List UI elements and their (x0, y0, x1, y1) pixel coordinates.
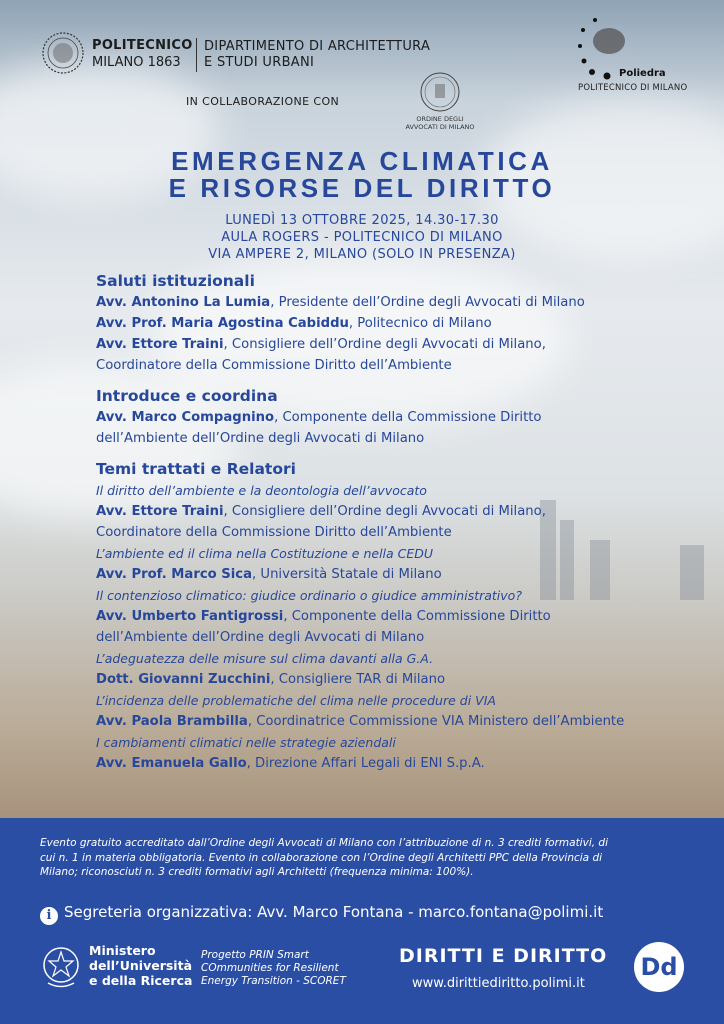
prin-line: Energy Transition - SCORET (201, 975, 346, 987)
section-heading-saluti: Saluti istituzionali (96, 272, 255, 290)
speaker-role-continued: Coordinatore della Commissione Diritto dell’Ambiente (96, 358, 452, 373)
speaker-name: Avv. Paola Brambilla (96, 714, 248, 729)
talk-topic: I cambiamenti climatici nelle strategie aziendali (96, 735, 396, 750)
talk-topic: Il contenzioso climatico: giudice ordinario o giudice amministrativo? (96, 588, 522, 603)
prin-project-text (201, 949, 346, 988)
speaker-role: , Presidente dell’Ordine degli Avvocati di Milano (270, 295, 585, 310)
collaboration-label: IN COLLABORAZIONE CON (186, 95, 340, 108)
speaker-name: Avv. Marco Compagnino (96, 410, 275, 425)
dept-line2: E STUDI URBANI (204, 55, 315, 70)
speaker-name: Avv. Prof. Marco Sica (96, 567, 253, 582)
program (96, 270, 716, 774)
event-date: LUNEDÌ 13 OTTOBRE 2025, 14.30-17.30 (225, 213, 499, 228)
speaker-line (96, 334, 716, 355)
speaker-role: , Consigliere dell’Ordine degli Avvocati di Milano, (223, 337, 546, 352)
accreditation-line: cui n. 1 in materia obbligatoria. Evento in collaborazione con l’Ordine degli Architetti PPC della Provincia di (40, 851, 603, 864)
ordine-avvocati-seal-icon (420, 70, 460, 114)
ministry-line: Ministero (89, 943, 156, 958)
speaker-role: , Direzione Affari Legali di ENI S.p.A. (246, 756, 485, 771)
speaker-line (96, 669, 716, 690)
talk-topic: L’adeguatezza delle misure sul clima davanti alla G.A. (96, 651, 434, 666)
speaker-role-continued: Coordinatore della Commissione Diritto dell’Ambiente (96, 525, 452, 540)
speaker-role: , Consigliere TAR di Milano (270, 672, 446, 687)
politecnico-seal-icon (42, 32, 84, 74)
speaker-line (96, 606, 716, 627)
talk-topic: L’incidenza delle problematiche del clima nelle procedure di VIA (96, 693, 496, 708)
poliedra-subtitle: POLITECNICO DI MILANO (578, 83, 688, 93)
speaker-line (96, 292, 716, 313)
title-line2: E RISORSE DEL DIRITTO (168, 173, 556, 203)
speaker-role: , Componente della Commissione Diritto (274, 410, 542, 425)
ordine-avvocati-name (400, 115, 480, 131)
ordine-line2: AVVOCATI DI MILANO (405, 123, 475, 131)
info-icon: i (40, 907, 58, 925)
speaker-name: Avv. Ettore Traini (96, 337, 224, 352)
speaker-role: , Università Statale di Milano (252, 567, 442, 582)
speaker-name: Dott. Giovanni Zucchini (96, 672, 271, 687)
header-divider (196, 38, 197, 72)
poliedra-name: Poliedra (619, 68, 666, 79)
speaker-name: Avv. Umberto Fantigrossi (96, 609, 284, 624)
brand-url-link[interactable]: www.dirittiediritto.polimi.it (412, 976, 585, 991)
speaker-name: Avv. Emanuela Gallo (96, 756, 247, 771)
section-heading-introduce: Introduce e coordina (96, 387, 278, 405)
speaker-line (96, 711, 716, 732)
event-title (0, 148, 724, 202)
speaker-role: , Consigliere dell’Ordine degli Avvocati di Milano, (223, 504, 546, 519)
dd-logo-icon: Dd (634, 942, 684, 992)
speaker-line (96, 407, 716, 428)
speaker-line (96, 313, 716, 334)
ministry-line: e della Ricerca (89, 973, 193, 988)
brand-title: DIRITTI E DIRITTO (399, 945, 608, 967)
ministry-line: dell’Università (89, 958, 193, 973)
politecnico-wordmark (92, 37, 193, 71)
speaker-line (96, 753, 716, 774)
speaker-line (96, 501, 716, 522)
speaker-role: , Politecnico di Milano (348, 316, 492, 331)
event-room: AULA ROGERS - POLITECNICO DI MILANO (221, 230, 503, 245)
speaker-name: Avv. Antonino La Lumia (96, 295, 271, 310)
speaker-role: , Coordinatrice Commissione VIA Ministero dell’Ambiente (247, 714, 625, 729)
italian-republic-emblem-icon (40, 943, 82, 991)
dept-line1: DIPARTIMENTO DI ARCHITETTURA (204, 39, 431, 54)
event-details (0, 212, 724, 263)
talk-topic: Il diritto dell’ambiente e la deontologia dell’avvocato (96, 483, 427, 498)
event-address: VIA AMPERE 2, MILANO (SOLO IN PRESENZA) (208, 247, 516, 262)
secretariat-text[interactable]: Segreteria organizzativa: Avv. Marco Fontana - marco.fontana@polimi.it (64, 903, 604, 921)
prin-line: Progetto PRIN Smart (201, 949, 309, 961)
accreditation-note (40, 836, 690, 880)
talk-topic: L’ambiente ed il clima nella Costituzione e nella CEDU (96, 546, 434, 561)
speaker-role: , Componente della Commissione Diritto (283, 609, 551, 624)
speaker-line (96, 564, 716, 585)
prin-line: COmmunities for Resilient (201, 962, 339, 974)
accreditation-line: Milano; riconosciuti n. 3 crediti formativi agli Architetti (frequenza minima: 100%). (40, 866, 474, 878)
ordine-line1: ORDINE DEGLI (416, 115, 464, 123)
speaker-role-continued: dell’Ambiente dell’Ordine degli Avvocati di Milano (96, 431, 425, 446)
speaker-name: Avv. Prof. Maria Agostina Cabiddu (96, 316, 349, 331)
speaker-name: Avv. Ettore Traini (96, 504, 224, 519)
footer-band (0, 818, 724, 1024)
secretariat-row (40, 902, 603, 925)
accreditation-line: Evento gratuito accreditato dall’Ordine degli Avvocati di Milano con l’attribuzione di n. 3 crediti formativi, di (40, 837, 608, 849)
polimi-line2: MILANO 1863 (92, 55, 181, 70)
section-heading-temi: Temi trattati e Relatori (96, 460, 296, 478)
title-line1: EMERGENZA CLIMATICA (171, 146, 553, 176)
department-name (204, 39, 430, 71)
ministry-name (89, 943, 192, 988)
speaker-role-continued: dell’Ambiente dell’Ordine degli Avvocati di Milano (96, 630, 425, 645)
polimi-line1: POLITECNICO (92, 38, 193, 53)
